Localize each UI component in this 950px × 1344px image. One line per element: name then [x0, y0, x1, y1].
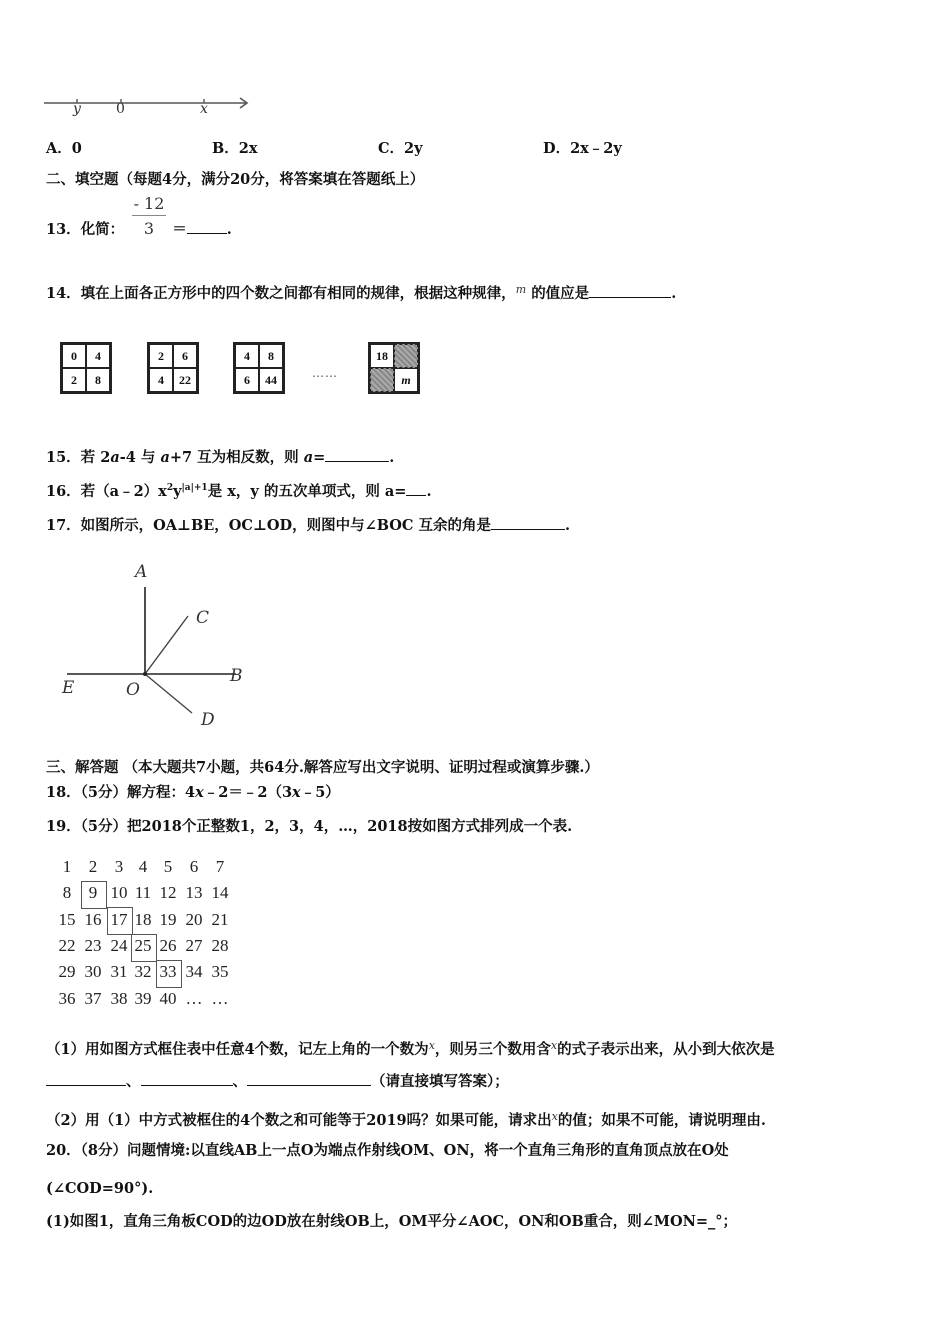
- table-cell: 31: [110, 962, 128, 981]
- question-17: 17．如图所示，OA⊥BE，OC⊥OD，则图中与∠BOC 互余的角是 .: [46, 517, 571, 534]
- highlight-box: [81, 881, 107, 909]
- table-cell: 34: [185, 962, 203, 981]
- table-cell: 23: [84, 936, 102, 955]
- table-cell: 35: [211, 962, 229, 981]
- question-18: 18．（5分）解方程：4x﹣2＝﹣2（3x﹣5）: [46, 784, 340, 801]
- question-20-part-1: (1)如图1，直角三角板COD的边OD放在射线OB上，OM平分∠AOC，ON和OB重合，则∠MON=_°；: [46, 1213, 737, 1230]
- table-cell: 8: [62, 883, 72, 902]
- table-cell: 12: [159, 883, 177, 902]
- option-d: D．2x﹣2y: [543, 140, 622, 157]
- table-cell: 18: [134, 910, 152, 929]
- question-15: 15．若 2a-4 与 a+7 互为相反数，则 a= .: [46, 449, 395, 466]
- table-cell: 27: [185, 936, 203, 955]
- table-cell: …: [185, 989, 203, 1008]
- table-cell: 26: [159, 936, 177, 955]
- table-cell: 17: [110, 910, 128, 929]
- table-cell: 22: [58, 936, 76, 955]
- table-cell: 4: [138, 857, 148, 876]
- number-line-figure: [44, 92, 254, 122]
- table-cell: 16: [84, 910, 102, 929]
- svg-text:O: O: [126, 680, 140, 700]
- answer-blank[interactable]: [325, 449, 389, 462]
- answer-blank[interactable]: [589, 285, 671, 298]
- option-c: C．2y: [378, 140, 423, 157]
- table-cell: 39: [134, 989, 152, 1008]
- table-cell: 32: [134, 962, 152, 981]
- question-16: 16．若$(a﹣2)x^2y^{|a|+1}$是 x，y 的五次单项式，则 a= .: [46, 483, 432, 500]
- table-cell: 20: [185, 910, 203, 929]
- table-cell: 19: [159, 910, 177, 929]
- section-2-heading: 二、填空题（每题4分，满分20分，将答案填在答题纸上）: [46, 171, 425, 188]
- fraction-numerator: - 12: [132, 194, 166, 216]
- ellipsis: ……: [312, 366, 338, 380]
- section-3-heading: 三、解答题 （本大题共7小题，共64分.解答应写出文字说明、证明过程或演算步骤.）: [46, 759, 599, 776]
- option-a: A．0: [46, 140, 82, 157]
- table-cell: 14: [211, 883, 229, 902]
- highlight-box: [131, 934, 157, 962]
- table-cell: 11: [134, 883, 152, 902]
- table-cell: 37: [84, 989, 102, 1008]
- question-19-part-2: （2）用（1）中方式被框住的4个数之和可能等于2019吗？如果可能，请求出$^x$的值；如果不可能，请说明理由.: [46, 1110, 766, 1129]
- highlight-box: [107, 907, 133, 935]
- svg-text:D: D: [201, 710, 215, 730]
- answer-blank[interactable]: [187, 221, 227, 234]
- question-19-part-1-blanks: 、 、 （请直接填写答案）；: [46, 1073, 509, 1091]
- svg-text:E: E: [62, 678, 75, 698]
- question-19-part-1: （1）用如图方式框住表中任意4个数，记左上角的一个数为$^x$，则另三个数用含$^x$的式子表示出来，从小到大依次是: [46, 1039, 775, 1058]
- table-cell: 2: [88, 857, 98, 876]
- answer-blank-2[interactable]: [141, 1073, 233, 1086]
- table-cell: 6: [189, 857, 199, 876]
- variable-m: m: [515, 283, 527, 296]
- angle-diagram: [50, 555, 270, 735]
- shaded-cell: [394, 344, 418, 368]
- answer-blank-3[interactable]: [247, 1073, 371, 1086]
- table-cell: 21: [211, 910, 229, 929]
- pattern-square-2: 2 6 4 22: [147, 342, 199, 394]
- table-cell: 30: [84, 962, 102, 981]
- table-cell: …: [211, 989, 229, 1008]
- question-19: 19．（5分）把2018个正整数1，2，3，4，…，2018按如图方式排列成一个表.: [46, 818, 573, 835]
- question-14: 14．填在上面各正方形中的四个数之间都有相同的规律，根据这种规律，$^m$ 的值应是 .: [46, 283, 677, 302]
- number-table: [55, 855, 255, 1015]
- option-b: B．2x: [212, 140, 258, 157]
- number-line-label-x: x: [200, 101, 208, 117]
- table-cell: 25: [134, 936, 152, 955]
- table-cell: 10: [110, 883, 128, 902]
- answer-blank[interactable]: [406, 483, 426, 496]
- table-cell: 28: [211, 936, 229, 955]
- table-cell: 38: [110, 989, 128, 1008]
- table-cell: 33: [159, 962, 177, 981]
- svg-text:B: B: [230, 666, 243, 686]
- table-cell: 15: [58, 910, 76, 929]
- fraction-denominator: 3: [143, 219, 155, 238]
- answer-blank[interactable]: [491, 517, 565, 530]
- number-line-label-zero: 0: [116, 101, 125, 117]
- svg-text:C: C: [196, 608, 210, 628]
- table-cell: 1: [62, 857, 72, 876]
- number-line-label-y: y: [73, 101, 81, 117]
- table-cell: 13: [185, 883, 203, 902]
- table-cell: 3: [114, 857, 124, 876]
- question-13: 13．化简： ＝ .: [46, 221, 232, 238]
- pattern-square-1: 0 4 2 8: [60, 342, 112, 394]
- table-cell: 5: [163, 857, 173, 876]
- svg-text:A: A: [135, 562, 148, 582]
- question-20-condition: (∠COD=90°).: [46, 1180, 154, 1197]
- pattern-square-unknown: 18 m: [368, 342, 420, 394]
- table-cell: 7: [215, 857, 225, 876]
- highlight-box: [156, 960, 182, 988]
- question-20: 20．（8分）问题情境:以直线AB上一点O为端点作射线OM、ON，将一个直角三角形的直角顶点放在O处: [46, 1142, 729, 1159]
- table-cell: 40: [159, 989, 177, 1008]
- table-cell: 29: [58, 962, 76, 981]
- table-cell: 36: [58, 989, 76, 1008]
- pattern-square-3: 4 8 6 44: [233, 342, 285, 394]
- table-cell: 24: [110, 936, 128, 955]
- answer-blank-1[interactable]: [46, 1073, 126, 1086]
- table-cell: 9: [88, 883, 98, 902]
- shaded-cell: [370, 368, 394, 392]
